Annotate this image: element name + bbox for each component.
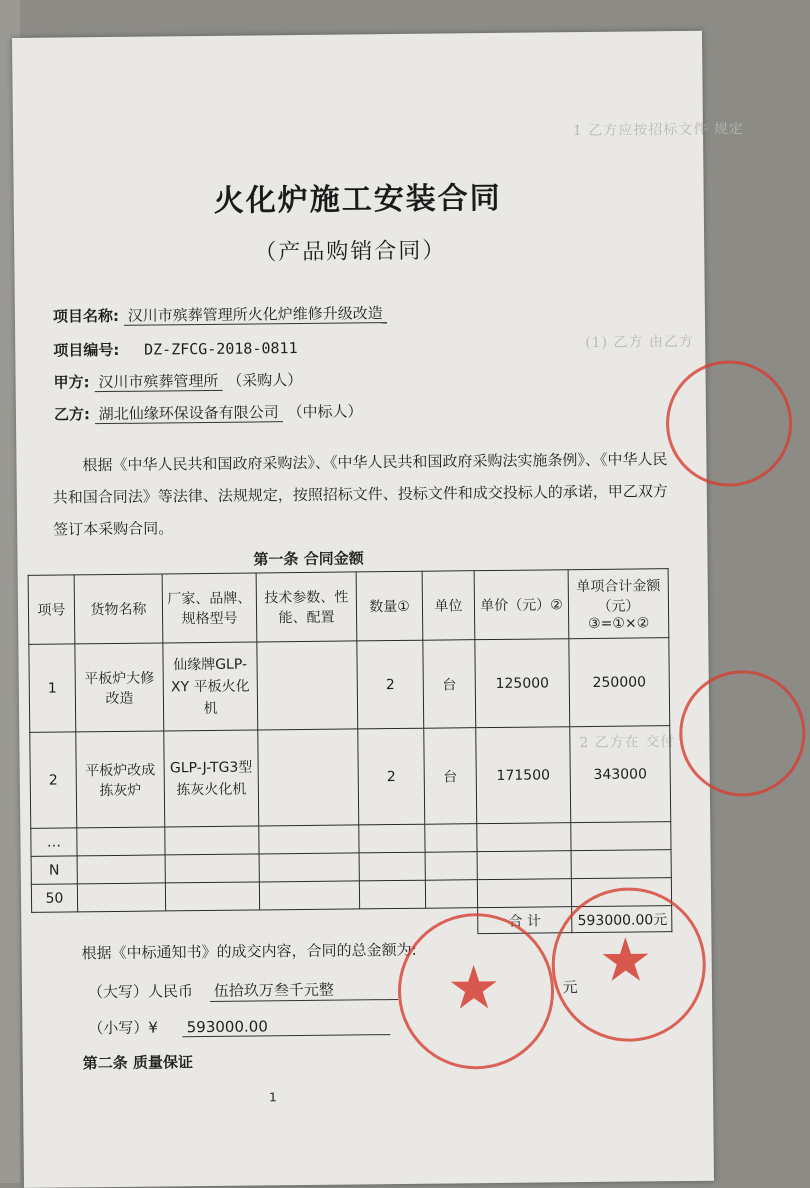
table-cell — [257, 641, 358, 730]
party-a-value: 汉川市殡葬管理所 — [94, 372, 222, 392]
table-header: 单项合计金额（元）③=①×② — [568, 569, 669, 639]
table-cell: N — [31, 856, 77, 884]
table-cell: 2 — [30, 732, 77, 828]
capital-value: 伍拾玖万叁千元整 — [210, 978, 398, 1002]
table-header: 货物名称 — [74, 574, 163, 644]
table-row — [29, 638, 670, 733]
partial-seal — [679, 670, 806, 797]
table-header: 单价（元）② — [474, 570, 569, 640]
table-cell: GLP-J-TG3型拣灰火化机 — [164, 730, 259, 827]
table-cell — [477, 879, 571, 908]
table-cell — [571, 850, 671, 879]
total-spacer — [32, 908, 478, 939]
project-name-value: 汉川市殡葬管理所火化炉维修升级改造 — [124, 304, 387, 326]
table-cell — [359, 880, 425, 909]
project-no-value: DZ-ZFCG-2018-0811 — [143, 339, 298, 359]
goods-table — [28, 568, 676, 939]
bleed-through-text: 2 乙方在 交付 — [579, 734, 676, 752]
table-cell — [477, 851, 571, 880]
project-no-line — [53, 337, 298, 361]
seal-star-icon: ★ — [446, 952, 502, 1024]
intro-paragraph: 根据《中华人民共和国政府采购法》、《中华人民共和国政府采购法实施条例》、《中华人民共和国合同法》等法律、法规规定，按照招标文件、投标文件和成交投标人的承诺，甲乙双方签订本采购合同。 — [52, 450, 668, 539]
table-cell — [359, 852, 425, 881]
party-b-label: 乙方: — [53, 405, 91, 424]
lower-value: 593000.00 — [183, 1016, 391, 1037]
table-cell — [259, 881, 359, 910]
section1-title: 第一条 合同金额 — [253, 549, 364, 569]
project-no-label: 项目编号: — [53, 340, 120, 360]
party-a-label: 甲方: — [53, 373, 90, 392]
company-seal — [397, 912, 555, 1070]
table-cell: 2 — [357, 640, 424, 729]
table-header-row — [28, 569, 669, 645]
table-header: 数量① — [356, 571, 423, 641]
table-cell: 250000 — [569, 638, 670, 727]
document-title: 火化炉施工安装合同 — [213, 180, 502, 219]
page-number: 1 — [269, 1090, 277, 1105]
contract-page — [12, 31, 744, 1188]
capital-label: （大写）人民币 — [87, 982, 194, 1002]
total-label: 合 计 — [478, 907, 572, 934]
document-subtitle: （产品购销合同） — [254, 238, 447, 266]
table-cell — [165, 882, 259, 911]
lower-label: （小写）¥ — [88, 1018, 159, 1038]
seal-star-icon: ★ — [598, 925, 653, 996]
party-a-line — [53, 369, 302, 393]
table-header: 技术参数、性能、配置 — [256, 572, 357, 642]
table-cell: … — [31, 828, 77, 856]
section2-title: 第二条 质量保证 — [82, 1053, 194, 1073]
bleed-through-text: 1 乙方应按招标文件 规定 — [572, 121, 744, 140]
table-cell — [77, 827, 165, 856]
total-sentence: 根据《中标通知书》的成交内容，合同的总金额为: — [81, 940, 417, 963]
table-cell — [259, 825, 359, 854]
table-cell: 125000 — [475, 639, 570, 728]
table-cell — [425, 852, 477, 881]
project-name-line — [53, 302, 387, 326]
table-cell: 343000 — [570, 726, 671, 823]
party-b-line — [54, 400, 363, 424]
party-a-role: （采购人） — [227, 370, 303, 390]
table-cell — [425, 880, 477, 909]
bleed-through-text: (1) 乙方 由乙方 — [585, 333, 695, 352]
table-cell: 171500 — [476, 727, 571, 824]
total-value: 593000.00元 — [572, 906, 672, 933]
capital-unit: 元 — [562, 978, 578, 997]
table-cell — [165, 854, 259, 883]
table-cell — [77, 883, 165, 912]
table-cell: 50 — [31, 884, 77, 912]
lower-amount-line — [88, 1014, 391, 1038]
table-cell: 1 — [29, 644, 76, 732]
table-cell: 2 — [358, 728, 425, 825]
table-header: 厂家、品牌、规格型号 — [162, 573, 257, 643]
table-cell: 仙缘牌GLP-XY 平板火化机 — [163, 642, 258, 731]
table-cell — [165, 826, 259, 855]
table-cell: 台 — [424, 728, 477, 825]
party-b-value: 湖北仙缘环保设备有限公司 — [95, 403, 283, 424]
table-header: 项号 — [28, 575, 75, 644]
table-header: 单位 — [422, 571, 475, 641]
table-cell — [571, 822, 671, 851]
table-cell — [77, 855, 165, 884]
table-cell: 平板炉大修改造 — [75, 643, 164, 732]
partial-seal — [665, 360, 792, 487]
project-name-label: 项目名称: — [52, 306, 120, 326]
table-cell — [359, 824, 425, 853]
authority-seal — [551, 887, 707, 1043]
table-cell — [425, 824, 477, 853]
table-cell — [258, 729, 359, 826]
table-cell — [259, 853, 359, 882]
table-cell: 台 — [423, 640, 476, 729]
party-b-role: （中标人） — [287, 402, 363, 422]
table-row — [30, 726, 671, 829]
table-cell — [477, 823, 571, 852]
table-cell: 平板炉改成拣灰炉 — [76, 731, 165, 828]
